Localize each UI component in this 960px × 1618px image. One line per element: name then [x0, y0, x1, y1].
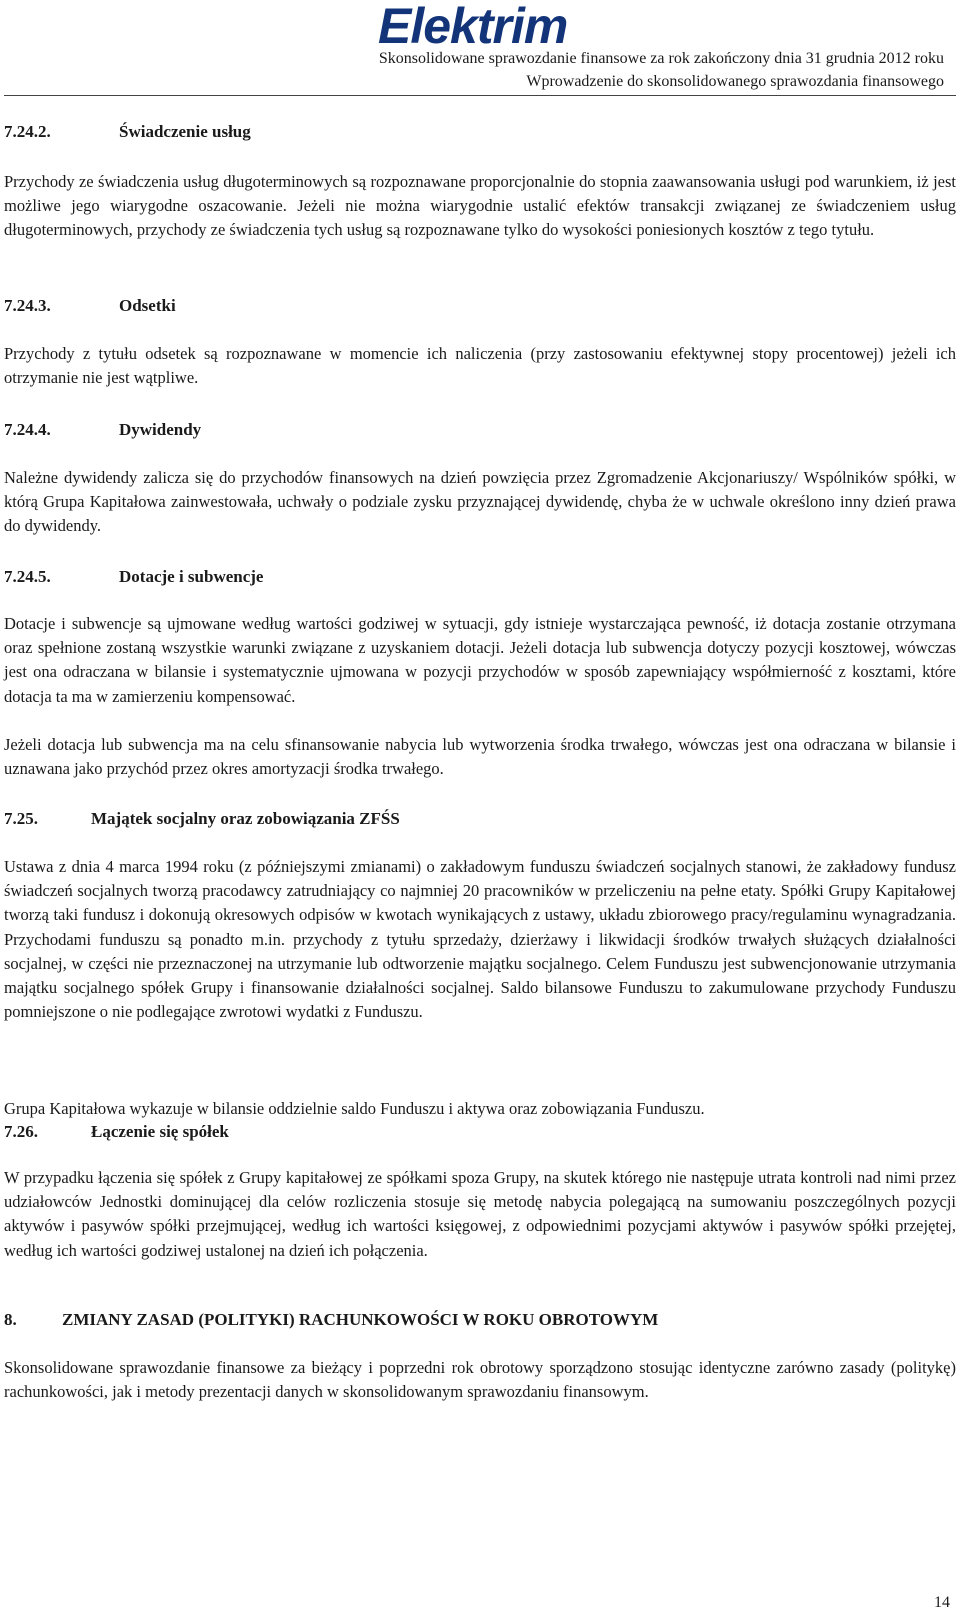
section-title: ZMIANY ZASAD (POLITYKI) RACHUNKOWOŚCI W ROKU OBROTOWYM	[62, 1310, 659, 1329]
section-title: Świadczenie usług	[119, 122, 251, 141]
paragraph: Należne dywidendy zalicza się do przychodów finansowych na dzień powzięcia przez Zgromadzenie Akcjonariuszy/ Wspólników spółki, w którą Grupa Kapitałowa zainwestowała, uchwały o podziale zysku przyznającej dywidendę, chyba że w uchwale określono inny dzień prawa do dywidendy.	[4, 468, 956, 536]
section-heading-7-24-3	[4, 296, 176, 316]
section-heading-7-24-2	[4, 122, 251, 142]
section-heading-8	[4, 1310, 659, 1330]
section-heading-7-24-5	[4, 567, 264, 587]
section-number: 7.24.2.	[4, 122, 51, 141]
page-header	[0, 0, 960, 100]
paragraph: Przychody ze świadczenia usług długoterminowych są rozpoznawane proporcjonalnie do stopnia zaawansowania usługi pod warunkiem, iż jest możliwe jego wiarygodne oszacowanie. Jeżeli nie można wiarygodnie ustalić efektów transakcji związanej ze świadczeniem usług długoterminowych, przychody ze świadczenia tych usług są rozpoznawane tylko do wysokości poniesionych kosztów z tego tytułu.	[4, 172, 956, 240]
section-number: 7.25.	[4, 809, 38, 828]
section-number: 7.24.3.	[4, 296, 51, 315]
section-number: 7.24.4.	[4, 420, 51, 439]
header-report-title: Skonsolidowane sprawozdanie finansowe za rok zakończony dnia 31 grudnia 2012 roku	[378, 50, 944, 67]
section-heading-7-26	[4, 1122, 229, 1142]
section-title: Łączenie się spółek	[91, 1122, 229, 1141]
section-number: 8.	[4, 1310, 17, 1329]
elektrim-logo: Elektrim	[378, 0, 568, 54]
paragraph: W przypadku łączenia się spółek z Grupy kapitałowej ze spółkami spoza Grupy, na skutek którego nie następuje utrata kontroli nad nimi przez udziałowców Jednostki dominującej dla celów rozliczenia stosuje się metodę nabycia polegającą na sumowaniu poszczególnych pozycji aktywów i pasywów spółki przejmującej, według ich wartości księgowej, z odpowiednimi pozycjami aktywów i pasywów spółki przejętej, według ich wartości godziwej ustalonej na dzień ich połączenia.	[4, 1168, 956, 1260]
section-number: 7.26.	[4, 1122, 38, 1141]
section-title: Dywidendy	[119, 420, 202, 439]
section-number: 7.24.5.	[4, 567, 51, 586]
section-heading-7-25	[4, 809, 400, 829]
paragraph: Jeżeli dotacja lub subwencja ma na celu sfinansowanie nabycia lub wytworzenia środka trwałego, wówczas jest ona odraczana w bilansie i uznawana jako przychód przez okres amortyzacji środka trwałego.	[4, 735, 956, 779]
section-title: Dotacje i subwencje	[119, 567, 264, 586]
paragraph: Ustawa z dnia 4 marca 1994 roku (z późniejszymi zmianami) o zakładowym funduszu świadczeń socjalnych stanowi, że zakładowy fundusz świadczeń socjalnych tworzą pracodawcy zatrudniający co najmniej 20 pracowników w przeliczeniu na pełne etaty. Spółki Grupy Kapitałowej tworzą taki fundusz i dokonują okresowych odpisów w kwotach wynikających z ustawy, układu zbiorowego pracy/regulaminu wynagradzania. Przychodami funduszu są ponadto m.in. przychody z tytułu sprzedaży, dzierżawy i likwidacji środków trwałych służących działalności socjalnej, w części nie przeznaczonej na utrzymanie lub odtworzenie majątku socjalnego. Celem Funduszu jest subwencjonowanie utrzymania majątku socjalnego spółek Grupy i finansowanie działalności socjalnej. Saldo bilansowe Funduszu to zakumulowane przychody Funduszu pomniejszone o nie podlegające zwrotowi wydatki z Funduszu.	[4, 857, 956, 1022]
header-section-title: Wprowadzenie do skonsolidowanego sprawozdania finansowego	[526, 73, 944, 90]
section-heading-7-24-4	[4, 420, 202, 440]
paragraph: Skonsolidowane sprawozdanie finansowe za bieżący i poprzedni rok obrotowy sporządzono stosując identyczne zarówno zasady (politykę) rachunkowości, jak i metody prezentacji danych w skonsolidowanym sprawozdaniu finansowym.	[4, 1358, 956, 1402]
paragraph: Dotacje i subwencje są ujmowane według wartości godziwej w sytuacji, gdy istnieje wystarczająca pewność, iż dotacja zostanie otrzymana oraz spełnione zostaną wszystkie warunki związane z uzyskaniem dotacji. Jeżeli dotacja lub subwencja dotyczy pozycji kosztowej, wówczas jest ona odraczana w bilansie i systematycznie ujmowana w pozycji przychodów w sposób zapewniający współmierność z kosztami, które dotacja ta ma w zamierzeniu kompensować.	[4, 614, 956, 706]
paragraph: Grupa Kapitałowa wykazuje w bilansie oddzielnie saldo Funduszu i aktywa oraz zobowiązania Funduszu.	[4, 1099, 705, 1118]
section-title: Odsetki	[119, 296, 176, 315]
header-divider	[4, 95, 956, 96]
paragraph: Przychody z tytułu odsetek są rozpoznawane w momencie ich naliczenia (przy zastosowaniu efektywnej stopy procentowej) jeżeli ich otrzymanie nie jest wątpliwe.	[4, 344, 956, 388]
page-number: 14	[934, 1594, 950, 1611]
section-title: Majątek socjalny oraz zobowiązania ZFŚS	[91, 809, 400, 828]
